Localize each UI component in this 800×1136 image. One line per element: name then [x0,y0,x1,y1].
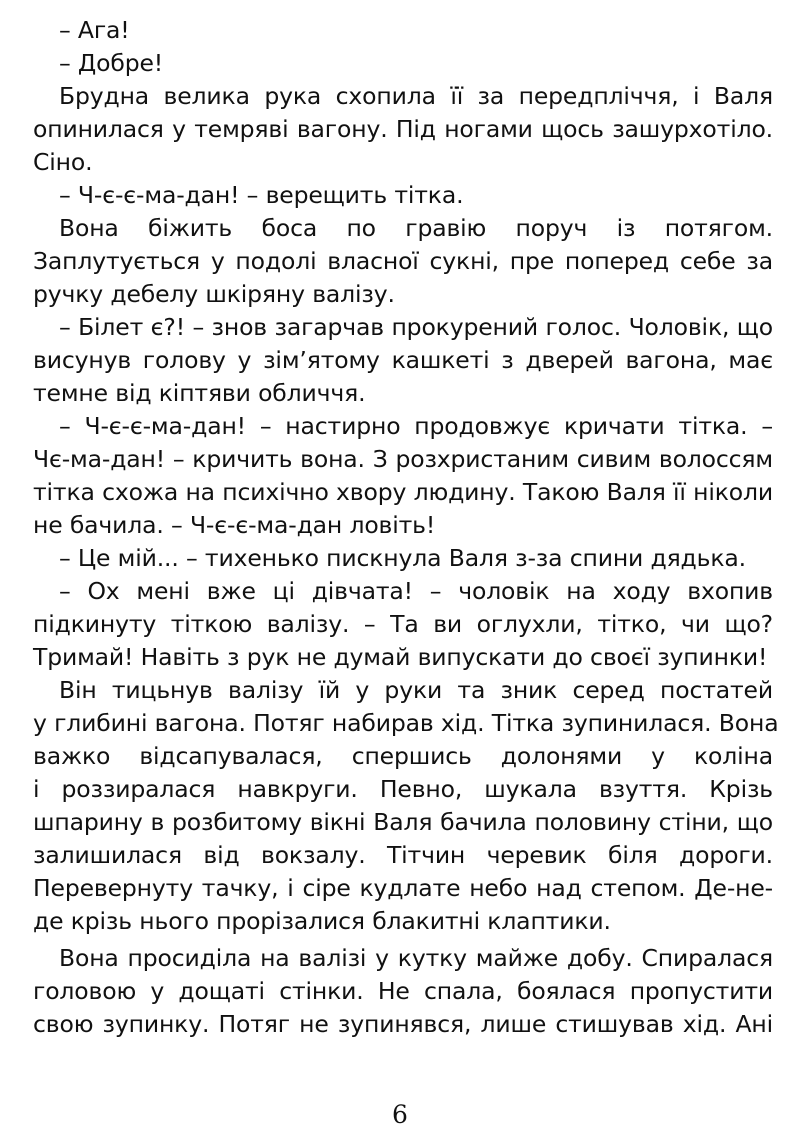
text-line: свою зупинку. Потяг не зупинявся, лише стишував хід. Ані [33,1010,773,1038]
text-line: – Білет є?! – знов загарчав прокурений голос. Чоловік, що [59,313,773,341]
body-text [33,14,779,1041]
text-line: темне від кіптяви обличчя. [33,379,366,407]
text-line: де крізь нього прорізалися блакитні клаптики. [33,907,611,935]
text-line: ручку дебелу шкіряну валізу. [33,280,395,308]
text-line: залишилася від вокзалу. Тітчин черевик біля дороги. [33,841,773,869]
text-line: у глибині вагона. Потяг набирав хід. Тітка зупинилася. Вона [33,709,779,737]
text-line: – Ага! [59,16,130,44]
text-line: опинилася у темряві вагону. Під ногами щось зашурхотіло. [33,115,773,143]
text-line: Вона просиділа на валізі у кутку майже добу. Спиралася [59,944,773,972]
text-line: – Добре! [59,49,164,77]
text-line: не бачила. – Ч-є-є-ма-дан ловіть! [33,511,436,539]
text-line: – Ох мені вже ці дівчата! – чоловік на ходу вхопив [59,577,773,605]
text-line: – Це мій... – тихенько пискнула Валя з-за спини дядька. [59,544,746,572]
text-line: Тримай! Навіть з рук не думай випускати до своєї зупинки! [33,643,768,671]
text-line: Вона біжить боса по гравію поруч із потягом. [59,214,773,242]
text-line: Перевернуту тачку, і сіре кудлате небо над степом. Де-не- [33,874,773,902]
text-line: Чє-ма-дан! – кричить вона. З розхристаним сивим волоссям [33,445,773,473]
text-line: шпарину в розбитому вікні Валя бачила половину стіни, що [33,808,773,836]
text-line: Він тицьнув валізу їй у руки та зник серед постатей [59,676,773,704]
text-line: – Ч-є-є-ма-дан! – верещить тітка. [59,181,464,209]
text-line: висунув голову у зім’ятому кашкеті з дверей вагона, має [33,346,773,374]
text-line: Сіно. [33,148,93,176]
text-line: Брудна велика рука схопила її за передпліччя, і Валя [59,82,773,110]
text-line: підкинуту тіткою валізу. – Та ви оглухли, тітко, чи що? [33,610,773,638]
text-line: Заплутується у подолі власної сукні, пре поперед себе за [33,247,773,275]
text-line: – Ч-є-є-ма-дан! – настирно продовжує кричати тітка. – [59,412,773,440]
text-line: важко відсапувалася, спершись долонями у коліна [33,742,773,770]
text-line: головою у дощаті стінки. Не спала, боялася пропустити [33,977,773,1005]
text-line: тітка схожа на психічно хвору людину. Такою Валя її ніколи [33,478,773,506]
page-number: 6 [392,1100,408,1129]
text-line: і роззиралася навкруги. Певно, шукала взуття. Крізь [33,775,773,803]
